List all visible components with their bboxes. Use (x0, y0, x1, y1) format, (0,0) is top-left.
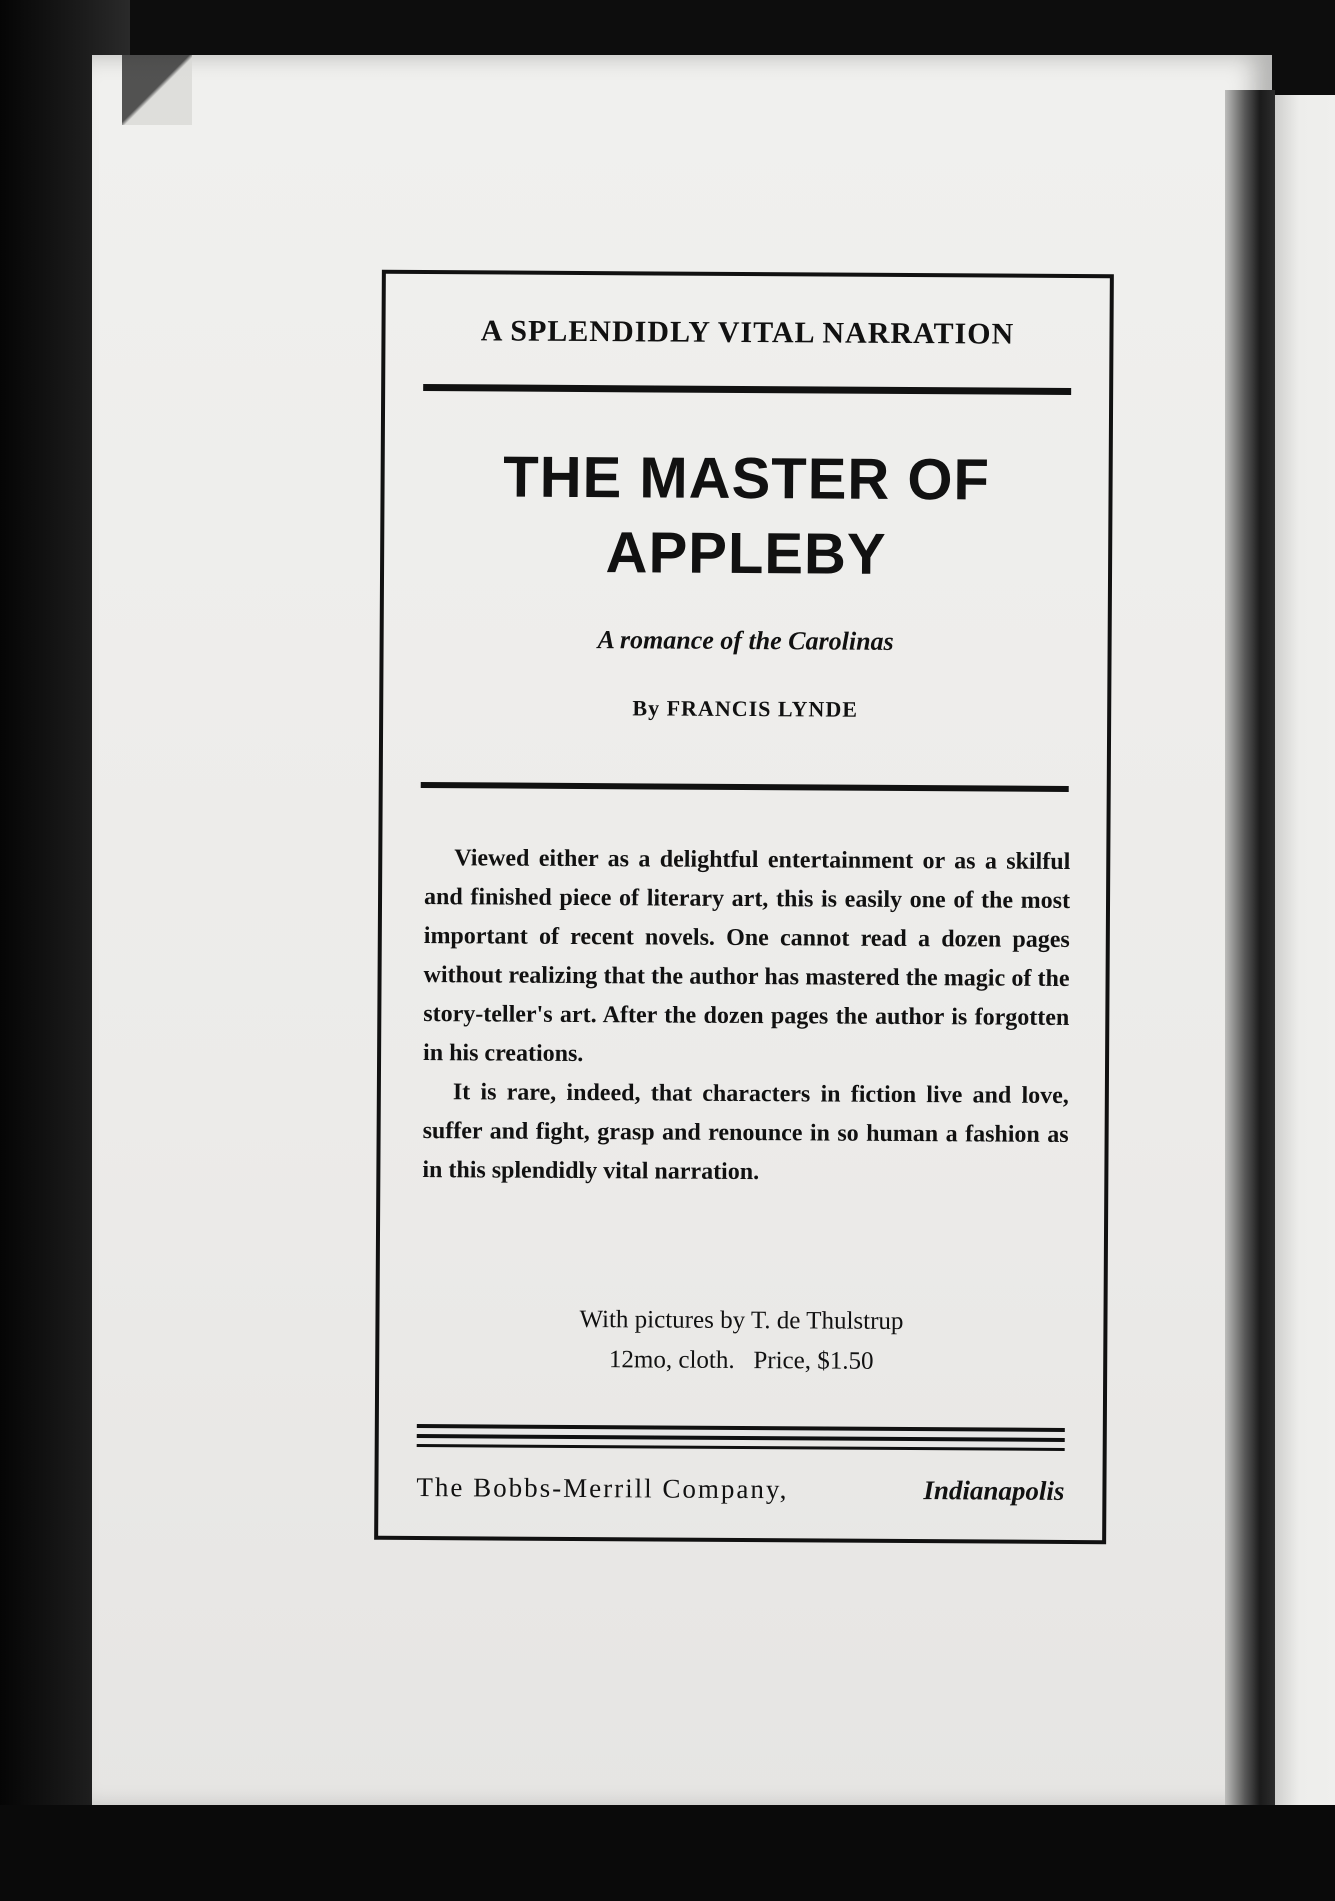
book-title-line2: APPLEBY (605, 520, 887, 587)
description-paragraph: It is rare, indeed, that characters in fiction live and love, suffer and fight, grasp and renounce in so human a fashion as in this splendidly vital narration. (422, 1079, 1069, 1186)
description (422, 839, 1070, 1194)
publisher-line (416, 1472, 1064, 1507)
publisher-name: The Bobbs-Merrill Company, (416, 1472, 789, 1505)
book-details (379, 1299, 1103, 1383)
divider-rule (417, 1424, 1065, 1432)
book-title-line1: THE MASTER OF (503, 444, 991, 513)
page-corner-tab (122, 55, 192, 125)
divider-rule (423, 384, 1071, 395)
format-price: 12mo, cloth. Price, $1.50 (608, 1346, 874, 1375)
divider-rule (417, 1434, 1065, 1442)
illustrator-credit: With pictures by T. de Thulstrup (579, 1306, 904, 1335)
book-title (384, 439, 1109, 593)
divider-rule (421, 782, 1069, 792)
book-subtitle: A romance of the Carolinas (597, 625, 894, 656)
facing-page (1275, 95, 1335, 1815)
divider-rule (417, 1444, 1065, 1451)
headline: A SPLENDIDLY VITAL NARRATION (480, 314, 1015, 351)
publisher-place: Indianapolis (923, 1475, 1065, 1506)
advertisement-box (374, 270, 1114, 1544)
book-author: By FRANCIS LYNDE (632, 695, 859, 722)
description-paragraph: Viewed either as a delightful entertainment or as a skilful and finished piece of literary art, this is easily one of the most important of recent novels. One cannot read a dozen pages without realizing that the author has mastered the magic of the story-teller's art. After the dozen pages the author is forgotten in his creations. (423, 845, 1071, 1068)
book-gutter (1225, 90, 1275, 1820)
scan-bottom-edge (0, 1805, 1335, 1901)
